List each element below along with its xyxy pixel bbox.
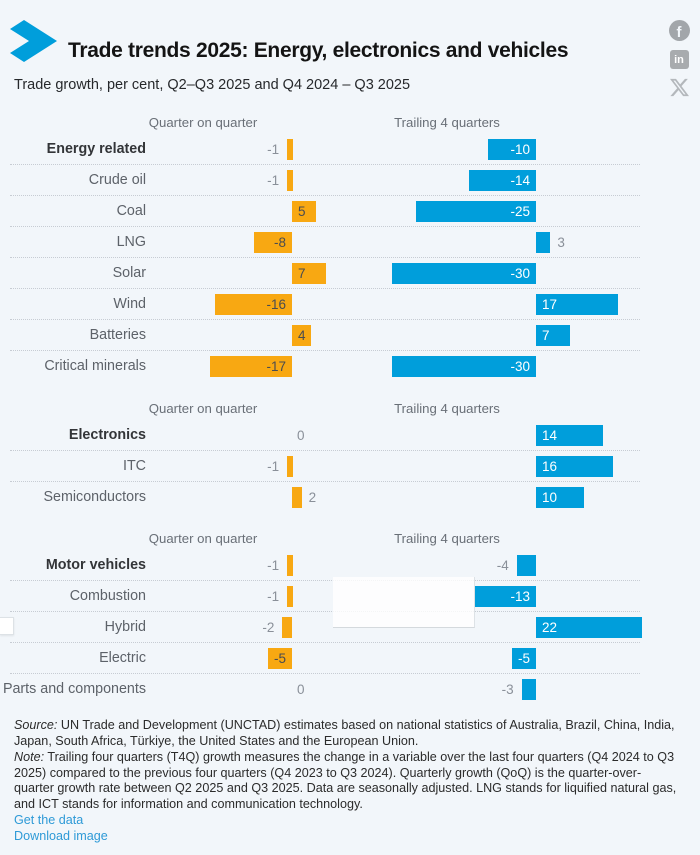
get-the-data-link[interactable]: Get the data (14, 813, 84, 828)
qoq-bar[interactable] (215, 294, 292, 315)
row-label: Motor vehicles (45, 557, 146, 573)
value-label: -1 (267, 142, 280, 157)
qoq-bar[interactable] (210, 356, 292, 377)
row-label: Parts and components (2, 681, 146, 697)
column-header-qoq: Quarter on quarter (148, 531, 258, 546)
facebook-share-icon[interactable]: f (669, 20, 690, 41)
hover-box-artifact (0, 617, 14, 635)
value-label: 0 (297, 682, 305, 697)
qoq-bar[interactable] (287, 456, 293, 477)
t4q-bar[interactable] (517, 555, 536, 576)
t4q-bar[interactable] (536, 487, 584, 508)
chart-row (0, 134, 700, 165)
value-label: -16 (266, 297, 286, 312)
row-label: Electronics (68, 427, 146, 443)
chart-row (0, 165, 700, 196)
chart-section (0, 112, 700, 382)
chart-row (0, 482, 700, 513)
qoq-bar[interactable] (254, 232, 292, 253)
value-label: -17 (266, 359, 286, 374)
column-header-t4q: Trailing 4 quarters (394, 115, 500, 130)
row-label: Combustion (69, 588, 146, 604)
qoq-bar[interactable] (292, 487, 302, 508)
row-label: LNG (116, 234, 146, 250)
value-label: 16 (542, 459, 558, 474)
footer-links (14, 813, 678, 845)
t4q-bar[interactable] (469, 170, 536, 191)
t4q-bar[interactable] (536, 456, 613, 477)
t4q-bar[interactable] (536, 325, 570, 346)
value-label: 17 (542, 297, 558, 312)
chart-row (0, 258, 700, 289)
qoq-bar[interactable] (292, 263, 326, 284)
value-label: -1 (267, 173, 280, 188)
value-label: 22 (542, 620, 558, 635)
qoq-bar[interactable] (282, 617, 292, 638)
download-image-link[interactable]: Download image (14, 829, 108, 844)
value-label: -14 (510, 173, 530, 188)
row-label: Solar (112, 265, 146, 281)
chart-footnotes (14, 718, 678, 845)
row-label: Coal (116, 203, 146, 219)
row-label: Energy related (46, 141, 146, 157)
value-label: -13 (510, 589, 530, 604)
t4q-bar[interactable] (392, 263, 536, 284)
column-header-t4q: Trailing 4 quarters (394, 531, 500, 546)
row-label: Hybrid (104, 619, 146, 635)
value-label: 10 (542, 490, 558, 505)
t4q-bar[interactable] (512, 648, 536, 669)
t4q-bar[interactable] (522, 679, 536, 700)
value-label: -1 (267, 558, 280, 573)
t4q-bar[interactable] (488, 139, 536, 160)
linkedin-share-icon[interactable]: in (670, 50, 689, 69)
t4q-bar[interactable] (536, 294, 618, 315)
chart-subtitle: Trade growth, per cent, Q2–Q3 2025 and Q4 2024 – Q3 2025 (14, 77, 411, 93)
t4q-bar[interactable] (536, 425, 603, 446)
value-label: 7 (542, 328, 550, 343)
row-label: Crude oil (88, 172, 146, 188)
column-header-t4q: Trailing 4 quarters (394, 401, 500, 416)
value-label: -1 (267, 589, 280, 604)
chart-row (0, 420, 700, 451)
chart-row (0, 320, 700, 351)
t4q-bar[interactable] (416, 201, 536, 222)
hover-tooltip-artifact (333, 577, 475, 628)
value-label: -5 (273, 651, 286, 666)
row-label: Wind (113, 296, 146, 312)
qoq-bar[interactable] (287, 139, 293, 160)
value-label: -3 (501, 682, 514, 697)
qoq-bar[interactable] (292, 325, 311, 346)
value-label: 5 (298, 204, 306, 219)
value-label: 3 (557, 235, 565, 250)
value-label: -1 (267, 459, 280, 474)
row-label: Semiconductors (43, 489, 146, 505)
value-label: -30 (510, 359, 530, 374)
qoq-bar[interactable] (287, 170, 293, 191)
t4q-bar[interactable] (536, 617, 642, 638)
chart-row (0, 451, 700, 482)
row-label: ITC (122, 458, 146, 474)
value-label: -10 (510, 142, 530, 157)
value-label: -8 (273, 235, 286, 250)
t4q-bar[interactable] (392, 356, 536, 377)
chart-row (0, 674, 700, 705)
row-label: Critical minerals (44, 358, 146, 374)
qoq-bar[interactable] (268, 648, 292, 669)
chart-section (0, 398, 700, 513)
value-label: 4 (298, 328, 306, 343)
t4q-bar[interactable] (536, 232, 550, 253)
chart-row (0, 196, 700, 227)
method-note: Note: Trailing four quarters (T4Q) growth measures the change in a variable over the last four quarters (Q4 2024 to Q3 2025) compared to the previous four quarters (Q4 2023 to Q3 2024). Quarterly growth (QoQ) is the quarter-over-quarter growth rate between Q2 2025 and Q3 2025. Data are seasonally adjusted. LNG stands for liquified natural gas, and ICT stands for information and communication technology. (14, 749, 677, 812)
t4q-bar[interactable] (474, 586, 536, 607)
chart-row (0, 643, 700, 674)
chart-row (0, 227, 700, 258)
qoq-bar[interactable] (287, 555, 293, 576)
value-label: -5 (517, 651, 530, 666)
value-label: 7 (298, 266, 306, 281)
source-note: Source: UN Trade and Development (UNCTAD) estimates based on national statistics of Australia, Brazil, China, India, Japan, South Africa, Türkiye, the United States and the European Union. (14, 718, 675, 748)
value-label: -30 (510, 266, 530, 281)
page-title: Trade trends 2025: Energy, electronics and vehicles (68, 39, 569, 63)
chart-row (0, 289, 700, 320)
value-label: -25 (510, 204, 530, 219)
qoq-bar[interactable] (287, 586, 293, 607)
row-label: Electric (99, 650, 146, 666)
value-label: 0 (297, 428, 305, 443)
column-header-qoq: Quarter on quarter (148, 401, 258, 416)
chart-row (0, 351, 700, 382)
column-header-qoq: Quarter on quarter (148, 115, 258, 130)
value-label: -4 (496, 558, 509, 573)
qoq-bar[interactable] (292, 201, 316, 222)
value-label: -2 (262, 620, 275, 635)
value-label: 2 (308, 490, 317, 505)
value-label: 14 (542, 428, 558, 443)
row-label: Batteries (89, 327, 146, 343)
